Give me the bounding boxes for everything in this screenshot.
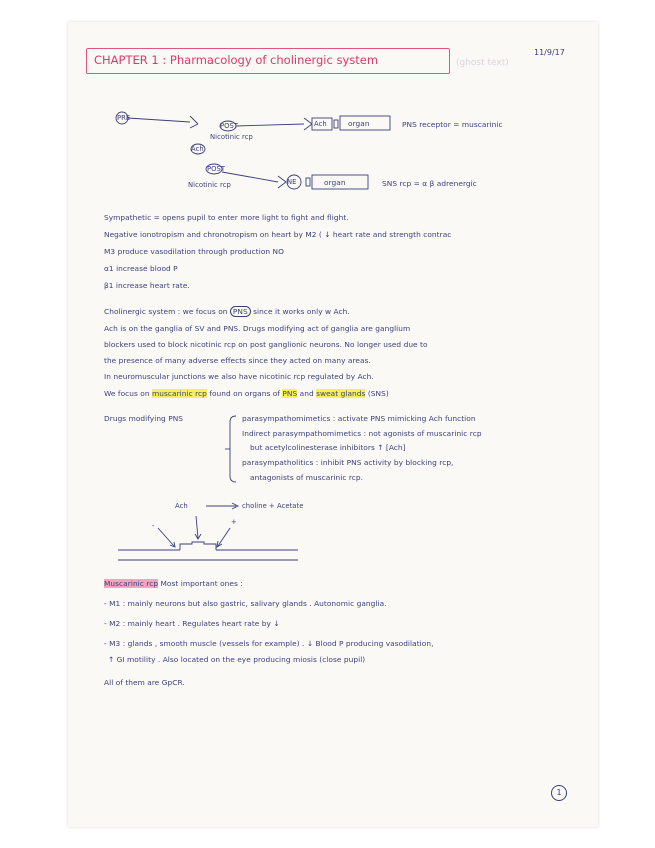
drugs-item-2b: but acetylcolinesterase inhibitors ↑ [Ach] bbox=[250, 443, 406, 452]
ghost-text: (ghost text) bbox=[456, 58, 509, 68]
synapse-ach: Ach bbox=[175, 502, 188, 510]
synapse-plus: + bbox=[231, 518, 237, 526]
pre-label-1: PRE bbox=[117, 114, 131, 122]
notebook-page bbox=[68, 22, 598, 827]
ach-label-2: Ach bbox=[191, 145, 204, 153]
note-c2: Ach is on the ganglia of SV and PNS. Drugs modifying act of ganglia are ganglium bbox=[104, 324, 411, 333]
ne-label: NE bbox=[287, 178, 297, 186]
c1-text-a: Cholinergic system : we focus on bbox=[104, 307, 228, 316]
neuron-diagram bbox=[68, 22, 598, 182]
muscarinic-heading bbox=[104, 579, 243, 588]
note-c5: In neuromuscular junctions we also have nicotinic rcp regulated by Ach. bbox=[104, 372, 374, 381]
post-label-2: POST bbox=[207, 165, 226, 173]
note-s1: Sympathetic = opens pupil to enter more light to fight and flight. bbox=[104, 213, 349, 222]
note-c6 bbox=[104, 389, 389, 398]
note-c1 bbox=[104, 307, 350, 316]
sns-note: SNS rcp = α β adrenergic bbox=[382, 179, 477, 188]
drugs-heading: Drugs modifying PNS bbox=[104, 414, 184, 423]
drugs-item-3b: antagonists of muscarinic rcp. bbox=[250, 473, 364, 482]
muscarinic-highlight: Muscarinic rcp bbox=[104, 579, 159, 588]
note-s4: α1 increase blood P bbox=[104, 264, 178, 273]
c1-text-c: since it works only w Ach. bbox=[253, 307, 350, 316]
muscarinic-m3: - M3 : glands , smooth muscle (vessels for example) . ↓ Blood P producing vasodilation, bbox=[104, 639, 434, 648]
organ-label-1: organ bbox=[348, 119, 370, 128]
organ-label-2: organ bbox=[324, 178, 346, 187]
drugs-item-2: Indirect parasympathomimetics : not agonists of muscarinic rcp bbox=[242, 429, 482, 438]
note-s3: M3 produce vasodilation through production NO bbox=[104, 247, 284, 256]
drugs-item-1: parasympathomimetics : activate PNS mimicking Ach function bbox=[242, 414, 476, 423]
nicotinic-label-1: Nicotinic rcp bbox=[210, 133, 253, 141]
c6-highlight-muscarinic: muscarinic rcp bbox=[152, 389, 207, 398]
note-s5: β1 increase heart rate. bbox=[104, 281, 190, 290]
note-c3: blockers used to block nicotinic rcp on post ganglionic neurons. No longer used due to bbox=[104, 340, 428, 349]
note-c4: the presence of many adverse effects since they acted on many areas. bbox=[104, 356, 371, 365]
c6-text-c: found on organs of bbox=[209, 389, 280, 398]
page-number: 1 bbox=[551, 785, 567, 801]
muscarinic-all: All of them are GpCR. bbox=[104, 678, 185, 687]
muscarinic-m1: - M1 : mainly neurons but also gastric, salivary glands . Autonomic ganglia. bbox=[104, 599, 387, 608]
c6-text-g: (SNS) bbox=[367, 389, 389, 398]
c1-circled: PNS bbox=[230, 306, 251, 317]
pns-note: PNS receptor = muscarinic bbox=[402, 120, 503, 129]
nicotinic-label-2: Nicotinic rcp bbox=[188, 181, 231, 189]
c6-text-e: and bbox=[299, 389, 314, 398]
synapse-minus: - bbox=[152, 522, 155, 530]
page-title: CHAPTER 1 : Pharmacology of cholinergic system bbox=[94, 53, 379, 67]
ach-label-1: Ach bbox=[314, 120, 327, 128]
muscarinic-m3b: ↑ GI motility . Also located on the eye producing miosis (close pupil) bbox=[108, 655, 366, 664]
muscarinic-m2: - M2 : mainly heart . Regulates heart rate by ↓ bbox=[104, 619, 280, 628]
page-date: 11/9/17 bbox=[534, 48, 565, 57]
c6-highlight-pns: PNS bbox=[282, 389, 298, 398]
synapse-products: choline + Acetate bbox=[242, 502, 304, 510]
drugs-bracket bbox=[228, 414, 248, 484]
note-s2: Negative ionotropism and chronotropism on heart by M2 ( ↓ heart rate and strength contrac bbox=[104, 230, 452, 239]
muscarinic-subtitle: Most important ones : bbox=[160, 579, 243, 588]
c6-text-a: We focus on bbox=[104, 389, 150, 398]
c6-highlight-sweat: sweat glands bbox=[316, 389, 366, 398]
post-label-1: POST bbox=[220, 122, 239, 130]
drugs-item-3: parasympatholitics : inhibit PNS activity by blocking rcp, bbox=[242, 458, 454, 467]
